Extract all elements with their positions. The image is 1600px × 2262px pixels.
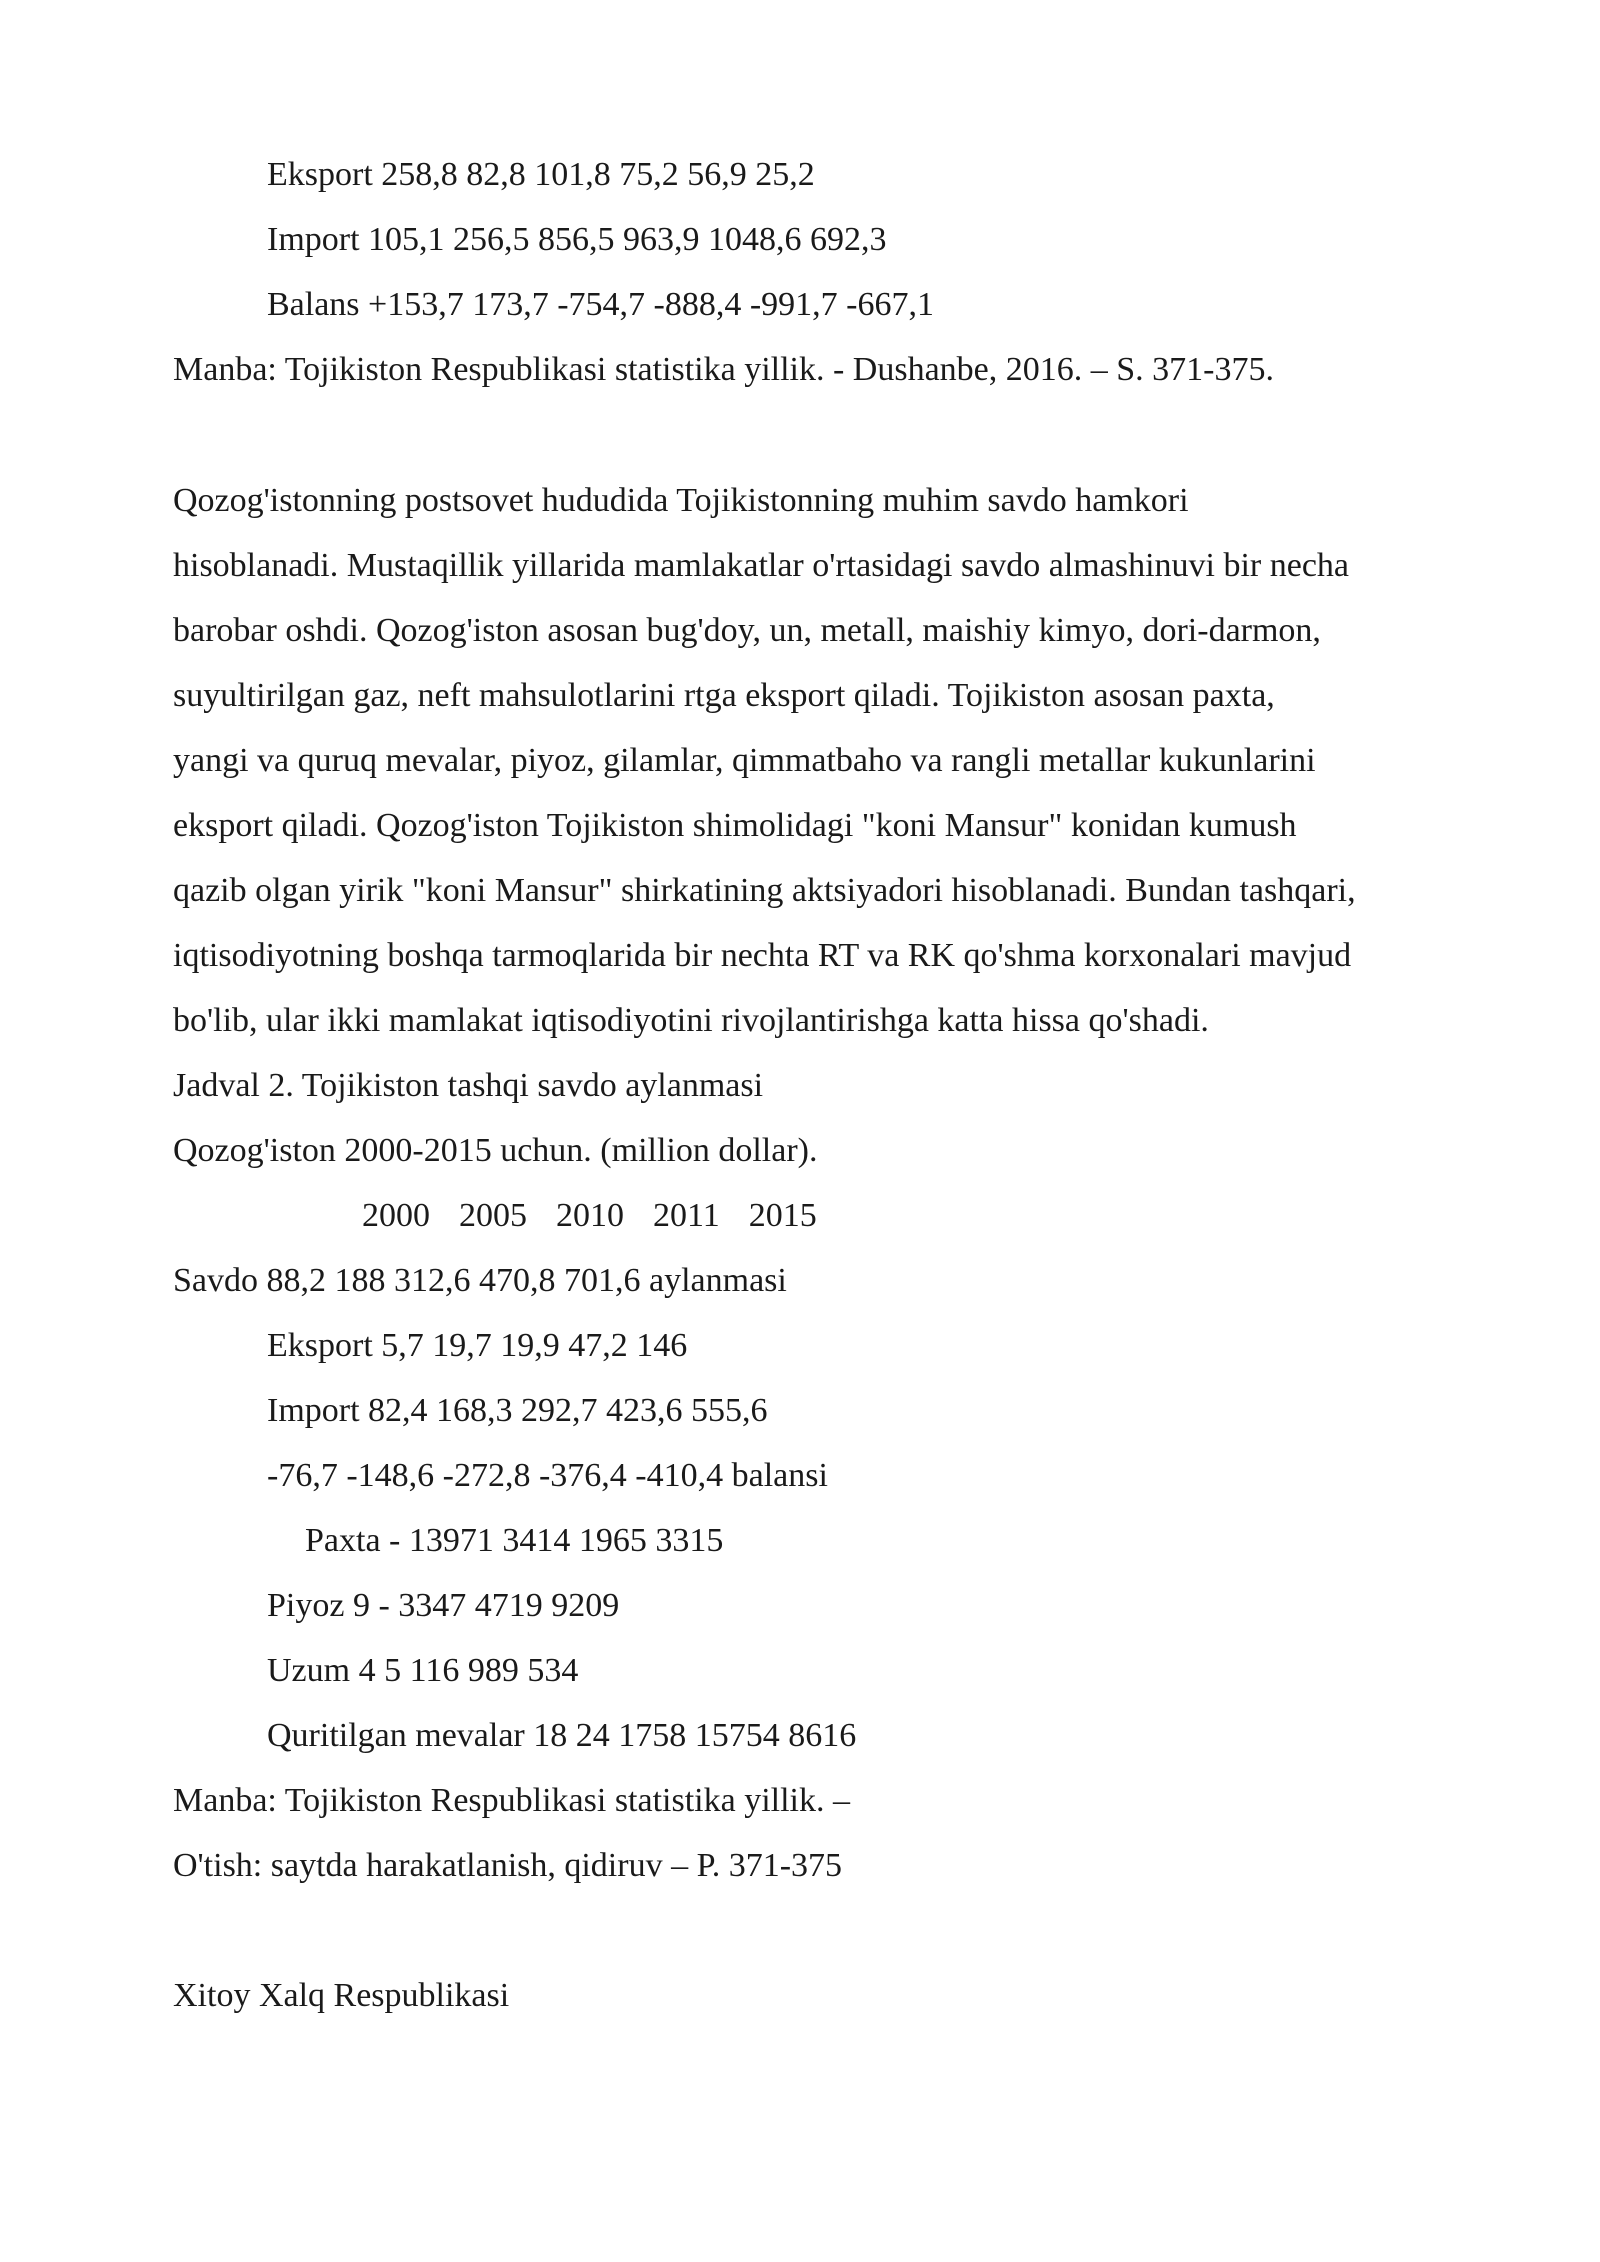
table2-piyoz-row: Piyoz 9 - 3347 4719 9209 [267, 1587, 620, 1624]
paragraph-line: barobar oshdi. Qozog'iston asosan bug'doy, un, metall, maishiy kimyo, dori-darmon, [173, 612, 1321, 649]
paragraph-line: suyultirilgan gaz, neft mahsulotlarini rtga eksport qiladi. Tojikiston asosan paxta, [173, 677, 1275, 714]
table2-paxta-row: Paxta - 13971 3414 1965 3315 [305, 1522, 724, 1559]
table1-import-row: Import 105,1 256,5 856,5 963,9 1048,6 692,3 [267, 221, 887, 258]
table2-import-row: Import 82,4 168,3 292,7 423,6 555,6 [267, 1392, 768, 1429]
table2-source-line2: O'tish: saytda harakatlanish, qidiruv – P. 371-375 [173, 1847, 843, 1884]
table2-source-line1: Manba: Tojikiston Respublikasi statistika yillik. – [173, 1782, 850, 1819]
table2-savdo-row: Savdo 88,2 188 312,6 470,8 701,6 aylanmasi [173, 1262, 787, 1299]
table2-years-header: 2000 2005 2010 2011 2015 [362, 1197, 817, 1234]
table2-caption: Jadval 2. Tojikiston tashqi savdo aylanmasi [173, 1067, 764, 1104]
table2-balansi-row: -76,7 -148,6 -272,8 -376,4 -410,4 balansi [267, 1457, 828, 1494]
table1-source: Manba: Tojikiston Respublikasi statistika yillik. - Dushanbe, 2016. – S. 371-375. [173, 351, 1274, 388]
paragraph-line: Qozog'istonning postsovet hududida Tojikistonning muhim savdo hamkori [173, 482, 1189, 519]
table1-eksport-row: Eksport 258,8 82,8 101,8 75,2 56,9 25,2 [267, 156, 815, 193]
paragraph-line: bo'lib, ular ikki mamlakat iqtisodiyotini rivojlantirishga katta hissa qo'shadi. [173, 1002, 1209, 1039]
table2-uzum-row: Uzum 4 5 116 989 534 [267, 1652, 579, 1689]
table2-subcaption: Qozog'iston 2000-2015 uchun. (million dollar). [173, 1132, 818, 1169]
paragraph-line: yangi va quruq mevalar, piyoz, gilamlar, qimmatbaho va rangli metallar kukunlarini [173, 742, 1316, 779]
paragraph-line: hisoblanadi. Mustaqillik yillarida mamlakatlar o'rtasidagi savdo almashinuvi bir necha [173, 547, 1350, 584]
table1-balans-row: Balans +153,7 173,7 -754,7 -888,4 -991,7 -667,1 [267, 286, 935, 323]
paragraph-line: qazib olgan yirik "koni Mansur" shirkatining aktsiyadori hisoblanadi. Bundan tashqari, [173, 872, 1356, 909]
table2-eksport-row: Eksport 5,7 19,7 19,9 47,2 146 [267, 1327, 688, 1364]
table2-mevalar-row: Quritilgan mevalar 18 24 1758 15754 8616 [267, 1717, 857, 1754]
paragraph-line: iqtisodiyotning boshqa tarmoqlarida bir nechta RT va RK qo'shma korxonalari mavjud [173, 937, 1352, 974]
section-heading: Xitoy Xalq Respublikasi [173, 1977, 510, 2014]
paragraph-line: eksport qiladi. Qozog'iston Tojikiston shimolidagi "koni Mansur" konidan kumush [173, 807, 1297, 844]
